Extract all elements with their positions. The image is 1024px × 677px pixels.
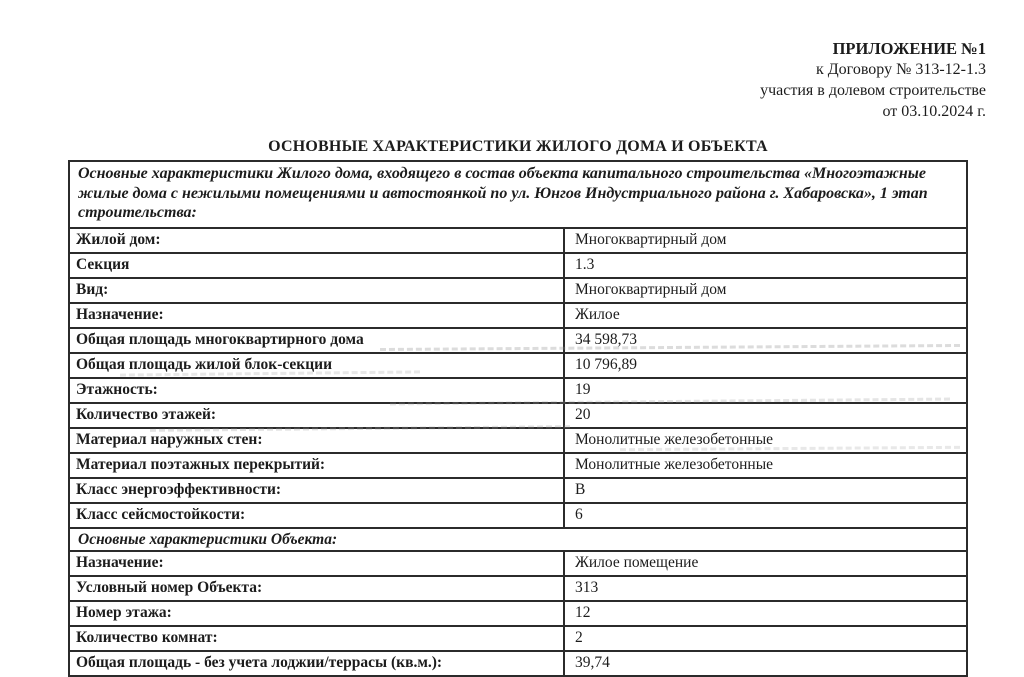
characteristics-table: [68, 160, 968, 677]
row-value: 10 796,89: [575, 355, 637, 373]
table-section-header: Основные характеристики Объекта:: [70, 527, 966, 550]
table-row: [70, 600, 966, 625]
row-label: Назначение:: [70, 304, 565, 327]
row-value: 6: [575, 505, 583, 523]
row-label: Материал наружных стен:: [70, 429, 565, 452]
table-row: [70, 427, 966, 452]
characteristics-table-body: [70, 227, 966, 675]
table-row: [70, 327, 966, 352]
row-label: Номер этажа:: [70, 602, 565, 625]
table-row: [70, 452, 966, 477]
row-label: Количество этажей:: [70, 404, 565, 427]
row-value: Многоквартирный дом: [575, 230, 727, 248]
row-label: Класс сейсмостойкости:: [70, 504, 565, 527]
table-row: [70, 477, 966, 502]
row-label: Условный номер Объекта:: [70, 577, 565, 600]
row-value: 39,74: [575, 653, 610, 671]
table-row: [70, 550, 966, 575]
row-label: Класс энергоэффективности:: [70, 479, 565, 502]
row-label: Жилой дом:: [70, 229, 565, 252]
row-value: 34 598,73: [575, 330, 637, 348]
row-value: Монолитные железобетонные: [575, 455, 773, 473]
row-label: Материал поэтажных перекрытий:: [70, 454, 565, 477]
row-value: 19: [575, 380, 591, 398]
contract-type: участия в долевом строительстве: [760, 82, 986, 99]
row-label: Общая площадь многоквартирного дома: [70, 329, 565, 352]
row-label: Вид:: [70, 279, 565, 302]
row-value: Монолитные железобетонные: [575, 430, 773, 448]
table-row: [70, 625, 966, 650]
row-value: 2: [575, 628, 583, 646]
contract-reference: к Договору № 313-12-1.3: [815, 61, 986, 78]
row-label: Этажность:: [70, 379, 565, 402]
row-value: 313: [575, 578, 599, 596]
table-row: [70, 252, 966, 277]
row-value: Многоквартирный дом: [575, 280, 727, 298]
row-label: Секция: [70, 254, 565, 277]
row-value: Жилое помещение: [575, 553, 699, 571]
row-label: Назначение:: [70, 552, 565, 575]
appendix-number: ПРИЛОЖЕНИЕ №1: [832, 39, 986, 58]
row-label: Общая площадь - без учета лоджии/террасы (кв.м.):: [70, 652, 565, 675]
table-intro-paragraph: Основные характеристики Жилого дома, входящего в состав объекта капитального строительства «Многоэтажные жилые дома с нежилыми помещениями и автостоянкой по ул. Юнгов Индустриального района г. Хабаровска», 1 этап строительства:: [78, 165, 928, 221]
row-label: Общая площадь жилой блок-секции: [70, 354, 565, 377]
row-value: 20: [575, 405, 591, 423]
table-row: [70, 302, 966, 327]
table-row: [70, 650, 966, 675]
table-row: [70, 277, 966, 302]
page-title: ОСНОВНЫЕ ХАРАКТЕРИСТИКИ ЖИЛОГО ДОМА И ОБЪЕКТА: [268, 138, 768, 155]
row-value: Жилое: [575, 305, 620, 323]
row-label: Количество комнат:: [70, 627, 565, 650]
row-value: 12: [575, 603, 591, 621]
table-row: [70, 227, 966, 252]
row-value: В: [575, 480, 586, 498]
table-row: [70, 502, 966, 527]
table-row: [70, 402, 966, 427]
contract-date: от 03.10.2024 г.: [882, 103, 986, 120]
appendix-header: [760, 38, 986, 122]
row-value: 1.3: [575, 255, 595, 273]
table-row: [70, 352, 966, 377]
table-row: [70, 377, 966, 402]
table-row: [70, 575, 966, 600]
